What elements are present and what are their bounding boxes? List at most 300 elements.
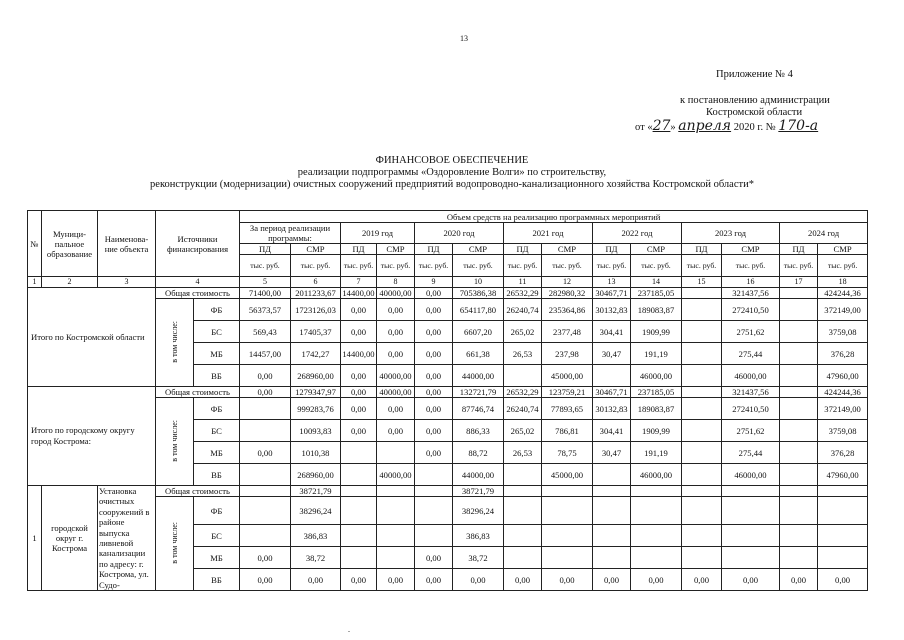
col-number: 15	[682, 277, 722, 288]
amount-cell: 2377,48	[542, 321, 593, 343]
amount-cell: 265,02	[504, 420, 542, 442]
amount-cell: 0,00	[377, 569, 415, 591]
hdr-volume: Объем средств на реализацию программных мероприятий	[240, 211, 868, 223]
hdr-unit: тыс. руб.	[453, 255, 504, 277]
source-code: ФБ	[194, 398, 240, 420]
amount-cell: 999283,76	[291, 398, 341, 420]
amount-cell: 45000,00	[542, 365, 593, 387]
total-value	[780, 486, 818, 497]
amount-cell: 0,00	[415, 398, 453, 420]
amount-cell: 0,00	[415, 343, 453, 365]
amount-cell: 0,00	[415, 365, 453, 387]
amount-cell: 46000,00	[631, 464, 682, 486]
amount-cell: 0,00	[415, 547, 453, 569]
amount-cell: 56373,57	[240, 299, 291, 321]
amount-cell	[780, 497, 818, 525]
col-number: 2	[42, 277, 98, 288]
amount-cell: 0,00	[291, 569, 341, 591]
amount-cell	[682, 442, 722, 464]
total-value: 71400,00	[240, 288, 291, 299]
total-value: 38721,79	[453, 486, 504, 497]
vtom-label: в том числе:	[169, 521, 179, 564]
amount-cell: 376,28	[818, 343, 868, 365]
amount-cell: 0,00	[682, 569, 722, 591]
total-row	[28, 486, 868, 497]
total-value	[780, 387, 818, 398]
amount-cell: 786,81	[542, 420, 593, 442]
amount-cell: 0,00	[341, 420, 377, 442]
amount-cell: 0,00	[453, 569, 504, 591]
date-year: 2020 г. №	[731, 122, 779, 133]
total-value: 237185,05	[631, 387, 682, 398]
amount-cell	[780, 420, 818, 442]
vtom-label-cell	[156, 497, 194, 591]
hdr-unit: тыс. руб.	[542, 255, 593, 277]
total-value: 424244,36	[818, 387, 868, 398]
amount-cell: 30132,83	[593, 398, 631, 420]
amount-cell	[415, 464, 453, 486]
amount-cell	[341, 547, 377, 569]
total-value	[682, 486, 722, 497]
total-value	[415, 486, 453, 497]
hdr-unit: тыс. руб.	[593, 255, 631, 277]
amount-cell	[682, 365, 722, 387]
group-label: Итого по Костромской области	[28, 288, 156, 387]
amount-cell	[780, 299, 818, 321]
col-number: 16	[722, 277, 780, 288]
total-value	[341, 486, 377, 497]
amount-cell: 1909,99	[631, 420, 682, 442]
amount-cell	[682, 343, 722, 365]
amount-cell	[240, 525, 291, 547]
amount-cell	[504, 365, 542, 387]
amount-cell	[780, 398, 818, 420]
amount-cell	[722, 525, 780, 547]
col-number: 10	[453, 277, 504, 288]
total-value: 0,00	[240, 387, 291, 398]
amount-cell	[593, 525, 631, 547]
amount-cell	[593, 497, 631, 525]
amount-cell	[631, 547, 682, 569]
amount-cell	[682, 547, 722, 569]
total-value: 132721,79	[453, 387, 504, 398]
total-value: 26532,29	[504, 288, 542, 299]
hdr-year-2021: 2021 год	[504, 223, 593, 244]
total-value: 282980,32	[542, 288, 593, 299]
amount-cell: 38,72	[453, 547, 504, 569]
amount-cell: 0,00	[631, 569, 682, 591]
vtom-label: в том числе:	[169, 419, 179, 462]
date-number: 170-а	[778, 118, 819, 134]
amount-cell	[682, 420, 722, 442]
hdr-year-2020: 2020 год	[415, 223, 504, 244]
amount-cell: 47960,00	[818, 365, 868, 387]
amount-cell: 38,72	[291, 547, 341, 569]
vtom-label: в том числе:	[169, 320, 179, 363]
hdr-year-2019: 2019 год	[341, 223, 415, 244]
total-value	[682, 288, 722, 299]
vtom-label-cell	[156, 299, 194, 387]
hdr-pd: ПД	[341, 244, 377, 255]
amount-cell: 272410,50	[722, 398, 780, 420]
amount-cell	[780, 365, 818, 387]
amount-cell	[682, 398, 722, 420]
amount-cell: 0,00	[722, 569, 780, 591]
amount-cell	[377, 525, 415, 547]
footer-mark: .	[348, 625, 350, 634]
amount-cell: 0,00	[415, 321, 453, 343]
hdr-year-2022: 2022 год	[593, 223, 682, 244]
amount-cell	[682, 299, 722, 321]
total-value	[593, 486, 631, 497]
total-value: 1279347,97	[291, 387, 341, 398]
hdr-period: За период реализации программы:	[240, 223, 341, 244]
amount-cell	[780, 442, 818, 464]
total-value: 30467,71	[593, 288, 631, 299]
date-prefix: от «	[635, 122, 653, 133]
amount-cell: 376,28	[818, 442, 868, 464]
doc-subtitle-2: реконструкции (модернизации) очистных сооружений предприятий водопроводно-канализационного хозяйства Костромской области*	[150, 179, 754, 190]
total-value: 30467,71	[593, 387, 631, 398]
hdr-smr: СМР	[453, 244, 504, 255]
total-value: 424244,36	[818, 288, 868, 299]
amount-cell: 2751,62	[722, 321, 780, 343]
amount-cell: 30132,83	[593, 299, 631, 321]
amount-cell	[341, 442, 377, 464]
amount-cell: 189083,87	[631, 299, 682, 321]
amount-cell: 30,47	[593, 442, 631, 464]
amount-cell	[240, 464, 291, 486]
amount-cell: 0,00	[240, 569, 291, 591]
hdr-smr: СМР	[291, 244, 341, 255]
amount-cell	[377, 547, 415, 569]
amount-cell: 0,00	[415, 299, 453, 321]
hdr-object: Наименова-ние объекта	[98, 211, 156, 277]
date-mid: »	[670, 122, 679, 133]
hdr-smr: СМР	[722, 244, 780, 255]
amount-cell	[240, 398, 291, 420]
amount-cell: 77893,65	[542, 398, 593, 420]
total-value: 14400,00	[342, 288, 375, 298]
amount-cell: 372149,00	[818, 398, 868, 420]
total-value	[542, 486, 593, 497]
total-value	[818, 486, 868, 497]
total-row	[28, 288, 868, 299]
amount-cell: 654117,80	[453, 299, 504, 321]
amount-cell: 569,43	[240, 321, 291, 343]
amount-cell: 38296,24	[291, 497, 341, 525]
amount-cell	[593, 464, 631, 486]
hdr-smr: СМР	[631, 244, 682, 255]
col-number: 8	[377, 277, 415, 288]
amount-cell	[818, 525, 868, 547]
total-value	[780, 288, 818, 299]
amount-cell	[240, 420, 291, 442]
amount-cell	[780, 547, 818, 569]
amount-cell: 0,00	[341, 398, 377, 420]
amount-cell: 26,53	[504, 442, 542, 464]
amount-cell	[542, 547, 593, 569]
total-value: 123759,21	[542, 387, 593, 398]
hdr-smr: СМР	[818, 244, 868, 255]
amount-cell: 304,41	[593, 420, 631, 442]
total-label: Общая стоимость	[156, 387, 240, 398]
source-code: МБ	[194, 547, 240, 569]
amount-cell	[593, 547, 631, 569]
amount-cell	[780, 321, 818, 343]
hdr-pd: ПД	[780, 244, 818, 255]
amount-cell: 0,00	[818, 569, 868, 591]
date-month: апреля	[678, 118, 732, 134]
amount-cell	[377, 442, 415, 464]
amount-cell	[341, 497, 377, 525]
amount-cell	[818, 547, 868, 569]
amount-cell: 0,00	[341, 299, 377, 321]
col-number: 18	[818, 277, 868, 288]
amount-cell: 45000,00	[542, 464, 593, 486]
col-number: 7	[341, 277, 377, 288]
source-code: МБ	[194, 343, 240, 365]
hdr-unit: тыс. руб.	[504, 255, 542, 277]
source-code: МБ	[194, 442, 240, 464]
hdr-unit: тыс. руб.	[291, 255, 341, 277]
source-code: ВБ	[194, 569, 240, 591]
amount-cell: 372149,00	[818, 299, 868, 321]
amount-cell: 191,19	[631, 343, 682, 365]
hdr-unit: тыс. руб.	[415, 255, 453, 277]
amount-cell: 1010,38	[291, 442, 341, 464]
total-value	[631, 486, 682, 497]
amount-cell: 235364,86	[542, 299, 593, 321]
amount-cell: 0,00	[504, 569, 542, 591]
amount-cell: 87746,74	[453, 398, 504, 420]
source-code: БС	[194, 525, 240, 547]
total-label: Общая стоимость	[156, 288, 240, 299]
amount-cell	[240, 497, 291, 525]
amount-cell	[682, 464, 722, 486]
amount-cell: 46000,00	[631, 365, 682, 387]
amount-cell	[377, 497, 415, 525]
hdr-smr: СМР	[542, 244, 593, 255]
hdr-pd: ПД	[593, 244, 631, 255]
amount-cell: 0,00	[542, 569, 593, 591]
appendix-title: Приложение № 4	[716, 69, 793, 80]
hdr-num: №	[28, 211, 42, 277]
amount-cell: 1742,27	[291, 343, 341, 365]
amount-cell: 0,00	[240, 365, 291, 387]
source-code: БС	[194, 321, 240, 343]
total-value	[240, 486, 291, 497]
amount-cell	[542, 525, 593, 547]
hdr-unit: тыс. руб.	[780, 255, 818, 277]
total-value: 0,00	[341, 387, 377, 398]
amount-cell: 386,83	[291, 525, 341, 547]
amount-cell	[341, 464, 377, 486]
col-number: 1	[28, 277, 42, 288]
amount-cell: 0,00	[377, 398, 415, 420]
amount-cell: 6607,20	[453, 321, 504, 343]
appendix-line-2: Костромской области	[706, 107, 803, 118]
amount-cell: 189083,87	[631, 398, 682, 420]
amount-cell: 0,00	[415, 420, 453, 442]
total-value	[377, 486, 415, 497]
hdr-year-2023: 2023 год	[682, 223, 780, 244]
total-value: 38721,79	[291, 486, 341, 497]
amount-cell: 0,00	[240, 547, 291, 569]
amount-cell	[504, 547, 542, 569]
total-value	[722, 486, 780, 497]
hdr-pd: ПД	[240, 244, 291, 255]
financing-table	[27, 210, 868, 591]
doc-title: ФИНАНСОВОЕ ОБЕСПЕЧЕНИЕ	[375, 155, 529, 166]
hdr-unit: тыс. руб.	[722, 255, 780, 277]
doc-subtitle-1: реализации подпрограммы «Оздоровление Волги» по строительству,	[297, 167, 607, 178]
amount-cell: 14457,00	[240, 343, 291, 365]
amount-cell	[818, 497, 868, 525]
amount-cell: 30,47	[593, 343, 631, 365]
amount-cell: 268960,00	[291, 464, 341, 486]
amount-cell: 0,00	[780, 569, 818, 591]
amount-cell	[504, 497, 542, 525]
hdr-pd: ПД	[682, 244, 722, 255]
amount-cell: 10093,83	[291, 420, 341, 442]
amount-cell: 44000,00	[453, 365, 504, 387]
amount-cell: 0,00	[377, 343, 415, 365]
col-number: 6	[291, 277, 341, 288]
total-value	[504, 486, 542, 497]
hdr-source: Источники финансирования	[156, 211, 240, 277]
hdr-smr: СМР	[377, 244, 415, 255]
amount-cell: 2751,62	[722, 420, 780, 442]
amount-cell: 38296,24	[453, 497, 504, 525]
amount-cell	[780, 525, 818, 547]
amount-cell: 272410,50	[722, 299, 780, 321]
source-code: ФБ	[194, 299, 240, 321]
hdr-unit: тыс. руб.	[240, 255, 291, 277]
appendix-line-1: к постановлению администрации	[680, 95, 830, 106]
amount-cell	[682, 497, 722, 525]
amount-cell: 46000,00	[722, 464, 780, 486]
amount-cell: 265,02	[504, 321, 542, 343]
col-number: 3	[98, 277, 156, 288]
amount-cell	[593, 365, 631, 387]
amount-cell	[341, 525, 377, 547]
col-number: 17	[780, 277, 818, 288]
amount-cell: 40000,00	[377, 365, 415, 387]
hdr-unit: тыс. руб.	[341, 255, 377, 277]
total-value: 705386,38	[453, 288, 504, 299]
amount-cell: 47960,00	[818, 464, 868, 486]
total-value: 321437,56	[722, 387, 780, 398]
total-row	[28, 387, 868, 398]
total-label: Общая стоимость	[156, 486, 240, 497]
hdr-unit: тыс. руб.	[682, 255, 722, 277]
amount-cell: 78,75	[542, 442, 593, 464]
col-number: 12	[542, 277, 593, 288]
hdr-year-2024: 2024 год	[780, 223, 868, 244]
amount-cell	[504, 525, 542, 547]
amount-cell: 14400,00	[341, 343, 377, 365]
row-municipality: городской округ г. Кострома	[42, 486, 98, 591]
amount-cell	[722, 547, 780, 569]
amount-cell: 304,41	[593, 321, 631, 343]
amount-cell: 0,00	[377, 299, 415, 321]
row-num: 1	[28, 486, 42, 591]
hdr-unit: тыс. руб.	[631, 255, 682, 277]
amount-cell: 0,00	[377, 321, 415, 343]
amount-cell: 0,00	[341, 365, 377, 387]
amount-cell: 17405,37	[291, 321, 341, 343]
total-value: 321437,56	[722, 288, 780, 299]
hdr-pd: ПД	[504, 244, 542, 255]
amount-cell	[722, 497, 780, 525]
total-value: 40000,00	[377, 387, 415, 398]
amount-cell: 237,98	[542, 343, 593, 365]
amount-cell: 44000,00	[453, 464, 504, 486]
source-code: ФБ	[194, 497, 240, 525]
amount-cell: 3759,08	[818, 420, 868, 442]
amount-cell: 40000,00	[377, 464, 415, 486]
total-value: 40000,00	[377, 288, 415, 299]
amount-cell: 0,00	[593, 569, 631, 591]
amount-cell: 0,00	[240, 442, 291, 464]
col-number: 14	[631, 277, 682, 288]
date-day: 27	[652, 118, 671, 134]
amount-cell: 0,00	[415, 442, 453, 464]
amount-cell: 1909,99	[631, 321, 682, 343]
hdr-unit: тыс. руб.	[818, 255, 868, 277]
hdr-unit: тыс. руб.	[377, 255, 415, 277]
amount-cell: 268960,00	[291, 365, 341, 387]
amount-cell: 1723126,03	[291, 299, 341, 321]
total-value: 0,00	[415, 288, 453, 299]
vtom-label-cell	[156, 398, 194, 486]
hdr-pd: ПД	[415, 244, 453, 255]
total-value: 26532,29	[504, 387, 542, 398]
amount-cell: 26240,74	[504, 299, 542, 321]
amount-cell: 46000,00	[722, 365, 780, 387]
amount-cell: 191,19	[631, 442, 682, 464]
hdr-municipality: Муници-пальное образование	[42, 211, 98, 277]
appendix-date	[635, 118, 818, 134]
amount-cell	[682, 525, 722, 547]
group-label: Итого по городскому округу город Кострома:	[28, 387, 156, 486]
source-code: БС	[194, 420, 240, 442]
total-value: 237185,05	[631, 288, 682, 299]
amount-cell	[682, 321, 722, 343]
amount-cell: 0,00	[415, 569, 453, 591]
amount-cell	[542, 497, 593, 525]
amount-cell: 26,53	[504, 343, 542, 365]
page-number: 13	[460, 34, 468, 43]
amount-cell: 88,72	[453, 442, 504, 464]
col-number: 5	[240, 277, 291, 288]
amount-cell: 3759,08	[818, 321, 868, 343]
amount-cell: 26240,74	[504, 398, 542, 420]
amount-cell	[415, 497, 453, 525]
amount-cell	[631, 525, 682, 547]
row-object: Установка очистных сооружений в районе выпуска ливневой канализации по адресу: г. Кострома, ул. Судо-	[98, 486, 156, 591]
source-code: ВБ	[194, 365, 240, 387]
amount-cell: 886,33	[453, 420, 504, 442]
col-number: 9	[415, 277, 453, 288]
amount-cell: 275,44	[722, 343, 780, 365]
col-number: 4	[156, 277, 240, 288]
total-value	[682, 387, 722, 398]
amount-cell	[780, 343, 818, 365]
amount-cell: 386,83	[453, 525, 504, 547]
amount-cell: 0,00	[341, 321, 377, 343]
